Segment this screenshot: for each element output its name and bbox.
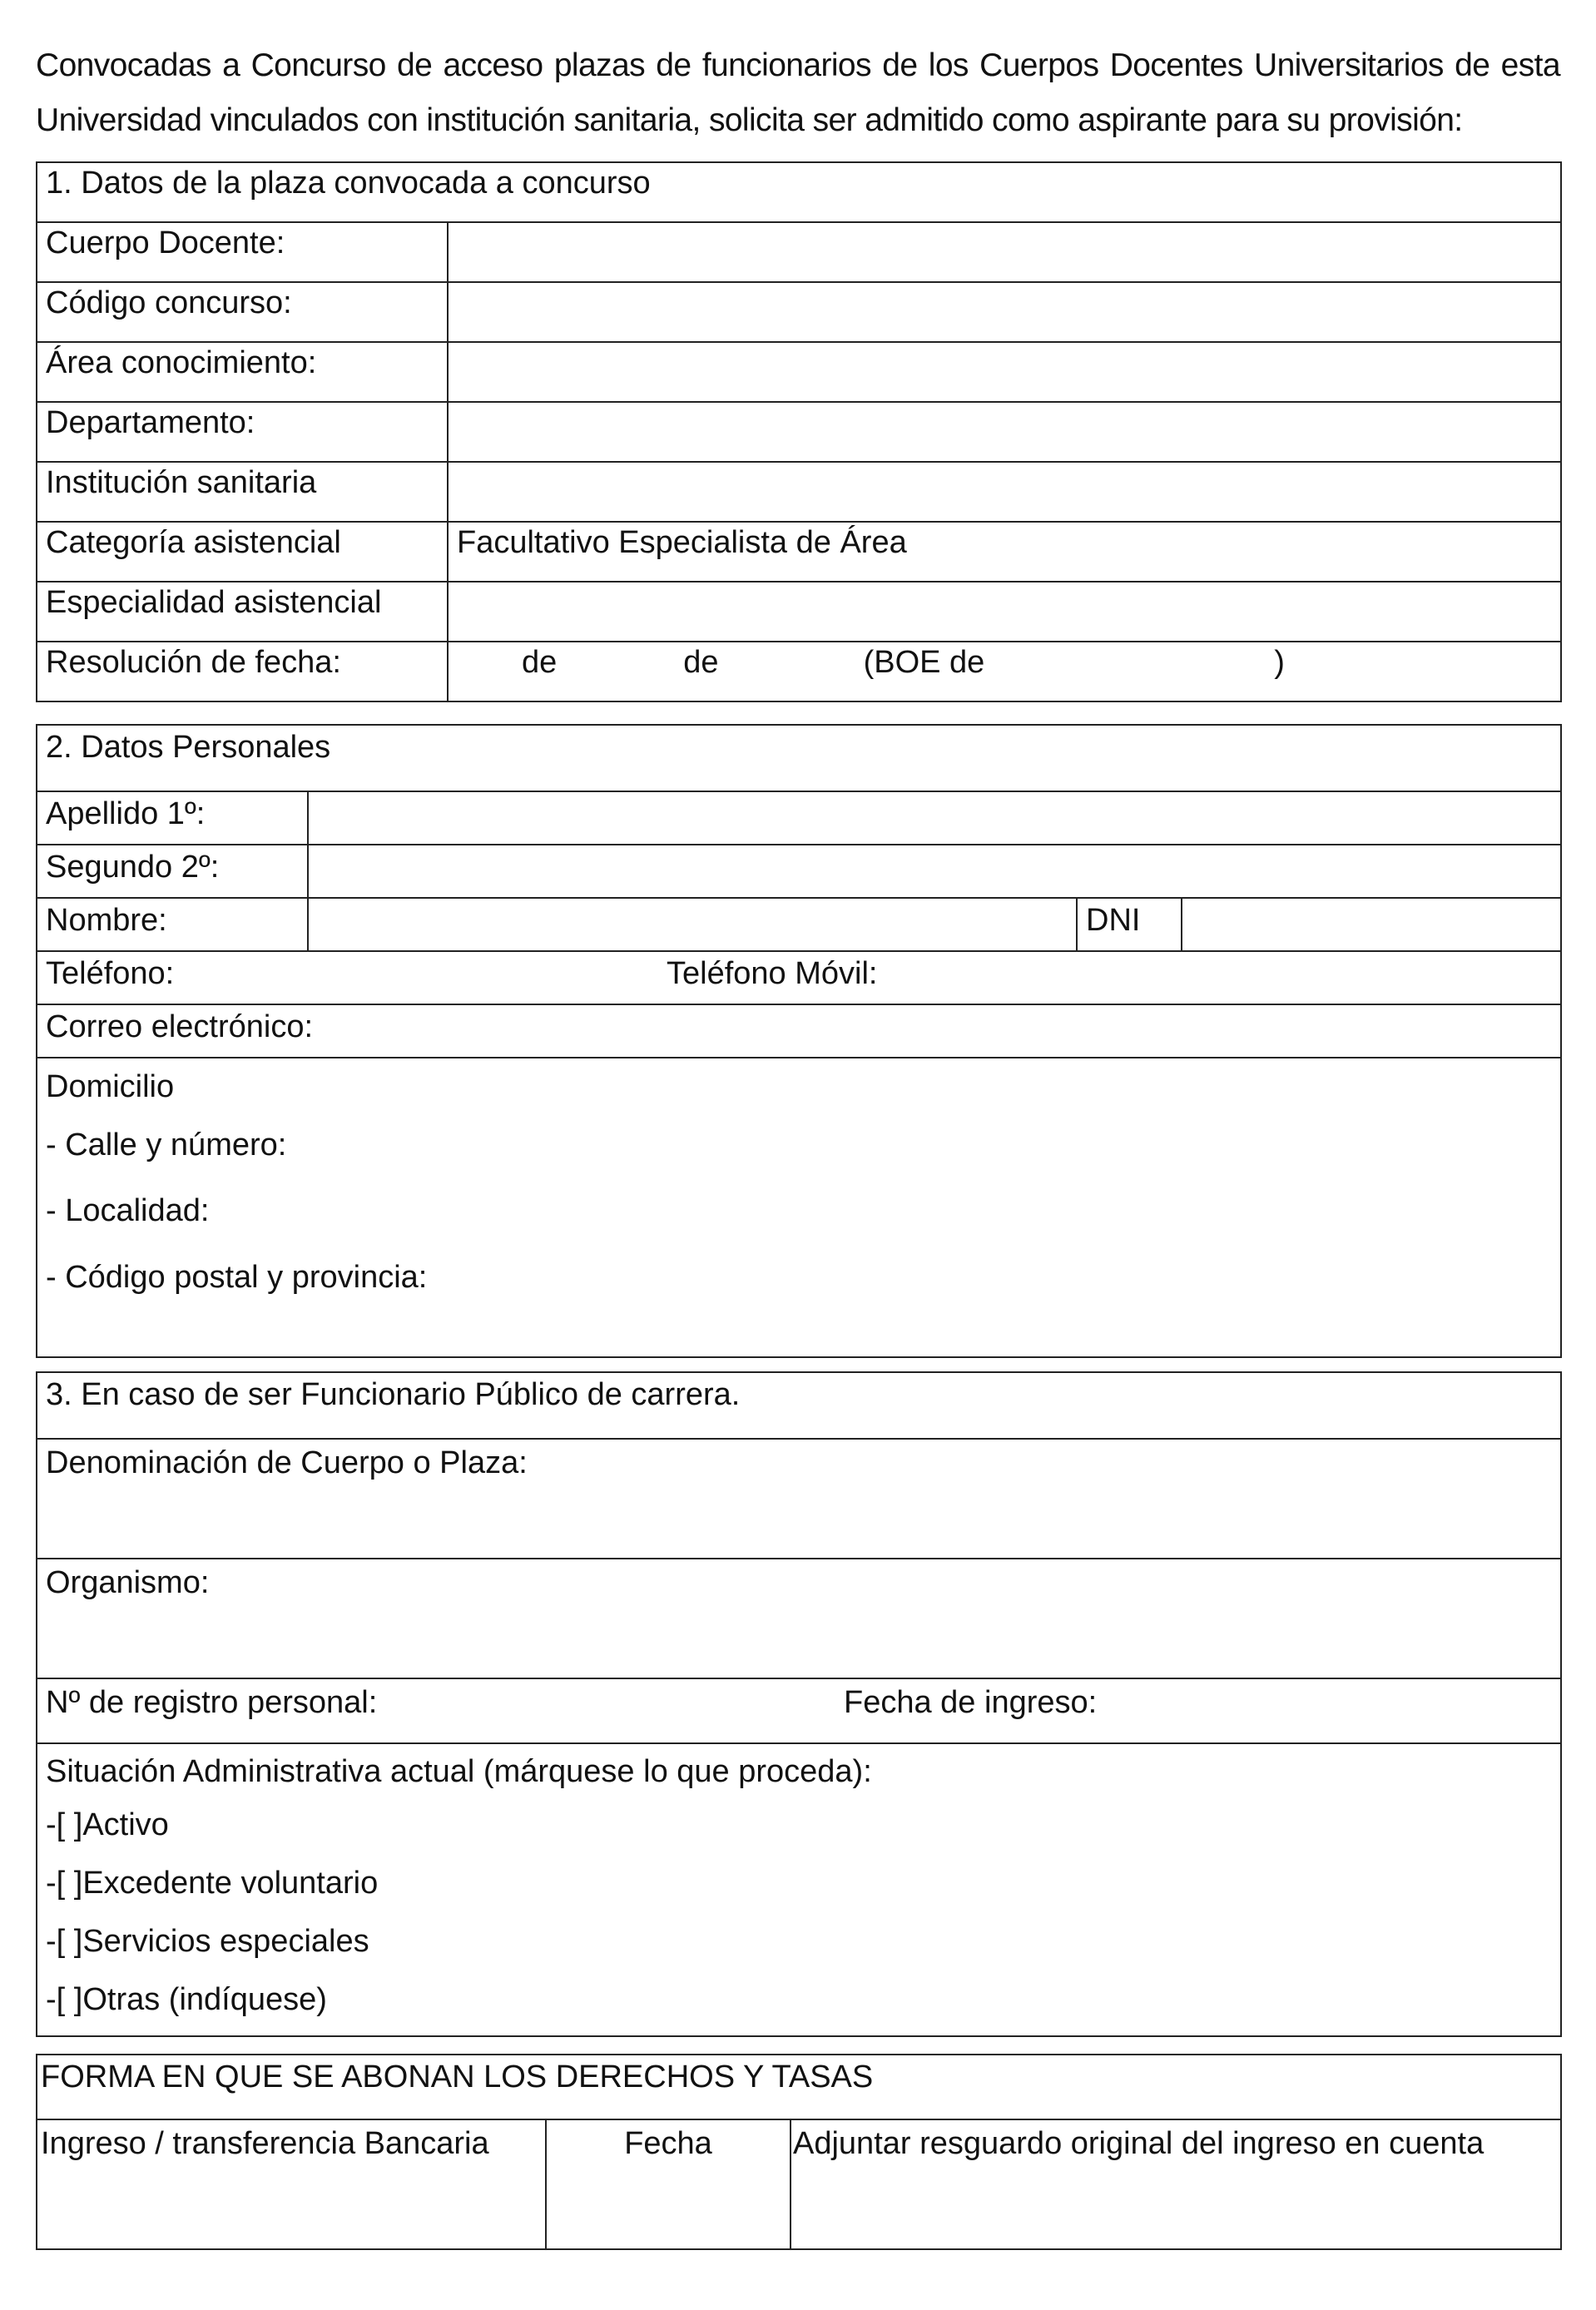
situacion-block [37,1743,1561,2036]
ingreso-transferencia-field[interactable]: Ingreso / transferencia Bancaria [37,2119,546,2249]
section-funcionario-table [36,1371,1562,2037]
apellido-2-field[interactable] [308,845,1561,898]
nombre-label: Nombre: [37,898,308,951]
denominacion-field[interactable]: Denominación de Cuerpo o Plaza: [37,1439,1561,1559]
area-conocimiento-label: Área conocimiento: [37,342,448,402]
codigo-concurso-label: Código concurso: [37,282,448,342]
resolucion-boe: (BOE de [863,645,985,680]
categoria-asistencial-label: Categoría asistencial [37,522,448,582]
especialidad-asistencial-label: Especialidad asistencial [37,582,448,642]
section-1-title: 1. Datos de la plaza convocada a concurso [37,162,1561,222]
section-3-title: 3. En caso de ser Funcionario Público de carrera. [37,1372,1561,1439]
apellido-1-field[interactable] [308,791,1561,845]
dni-field[interactable] [1182,898,1561,951]
resolucion-de-2: de [683,645,719,680]
section-tasas-table [36,2054,1562,2250]
option-activo[interactable]: -[ ]Activo [46,1807,169,1842]
departamento-field[interactable] [448,402,1561,462]
email-field[interactable]: Correo electrónico: [37,1004,1561,1058]
option-servicios-especiales[interactable]: -[ ]Servicios especiales [46,1924,369,1959]
resolucion-fecha-field[interactable] [448,642,1561,701]
apellido-2-label: Segundo 2º: [37,845,308,898]
resolucion-close: ) [1274,645,1285,680]
intro-line-1: Convocadas a Concurso de acceso plazas de funcionarios de los Cuerpos Docentes Universitarios de esta [36,47,1560,83]
dni-label: DNI [1077,898,1182,951]
especialidad-asistencial-field[interactable] [448,582,1561,642]
option-excedente[interactable]: -[ ]Excedente voluntario [46,1866,379,1901]
resolucion-fecha-label: Resolución de fecha: [37,642,448,701]
apellido-1-label: Apellido 1º: [37,791,308,845]
domicilio-block[interactable] [37,1058,1561,1357]
section-2-title: 2. Datos Personales [37,725,1561,791]
nombre-field[interactable] [308,898,1077,951]
intro-text [36,38,1560,148]
registro-personal-field[interactable]: Nº de registro personal: [37,1678,822,1743]
codigo-postal-label: - Código postal y provincia: [46,1260,428,1295]
calle-label: - Calle y número: [46,1128,287,1162]
section-personal-table [36,724,1562,1358]
option-otras[interactable]: -[ ]Otras (indíquese) [46,1982,327,2017]
resguardo-field[interactable]: Adjuntar resguardo original del ingreso en cuenta [791,2119,1561,2249]
telefono-row[interactable] [37,951,1561,1004]
telefono-label: Teléfono: [46,956,175,991]
cuerpo-docente-label: Cuerpo Docente: [37,222,448,282]
domicilio-label: Domicilio [46,1069,175,1104]
departamento-label: Departamento: [37,402,448,462]
section-plaza-table [36,161,1562,702]
situacion-label: Situación Administrativa actual (márquese lo que proceda): [46,1754,872,1789]
telefono-movil-label: Teléfono Móvil: [667,956,878,991]
cuerpo-docente-field[interactable] [448,222,1561,282]
fecha-field[interactable]: Fecha [546,2119,791,2249]
organismo-field[interactable]: Organismo: [37,1559,1561,1678]
institucion-sanitaria-label: Institución sanitaria [37,462,448,522]
localidad-label: - Localidad: [46,1193,210,1228]
institucion-sanitaria-field[interactable] [448,462,1561,522]
area-conocimiento-field[interactable] [448,342,1561,402]
resolucion-de-1: de [522,645,558,680]
categoria-asistencial-field[interactable]: Facultativo Especialista de Área [448,522,1561,582]
fecha-ingreso-field[interactable]: Fecha de ingreso: [822,1678,1561,1743]
section-4-title: FORMA EN QUE SE ABONAN LOS DERECHOS Y TASAS [37,2055,1561,2119]
codigo-concurso-field[interactable] [448,282,1561,342]
intro-line-2: Universidad vinculados con institución sanitaria, solicita ser admitido como aspirante para su provisión: [36,102,1463,138]
